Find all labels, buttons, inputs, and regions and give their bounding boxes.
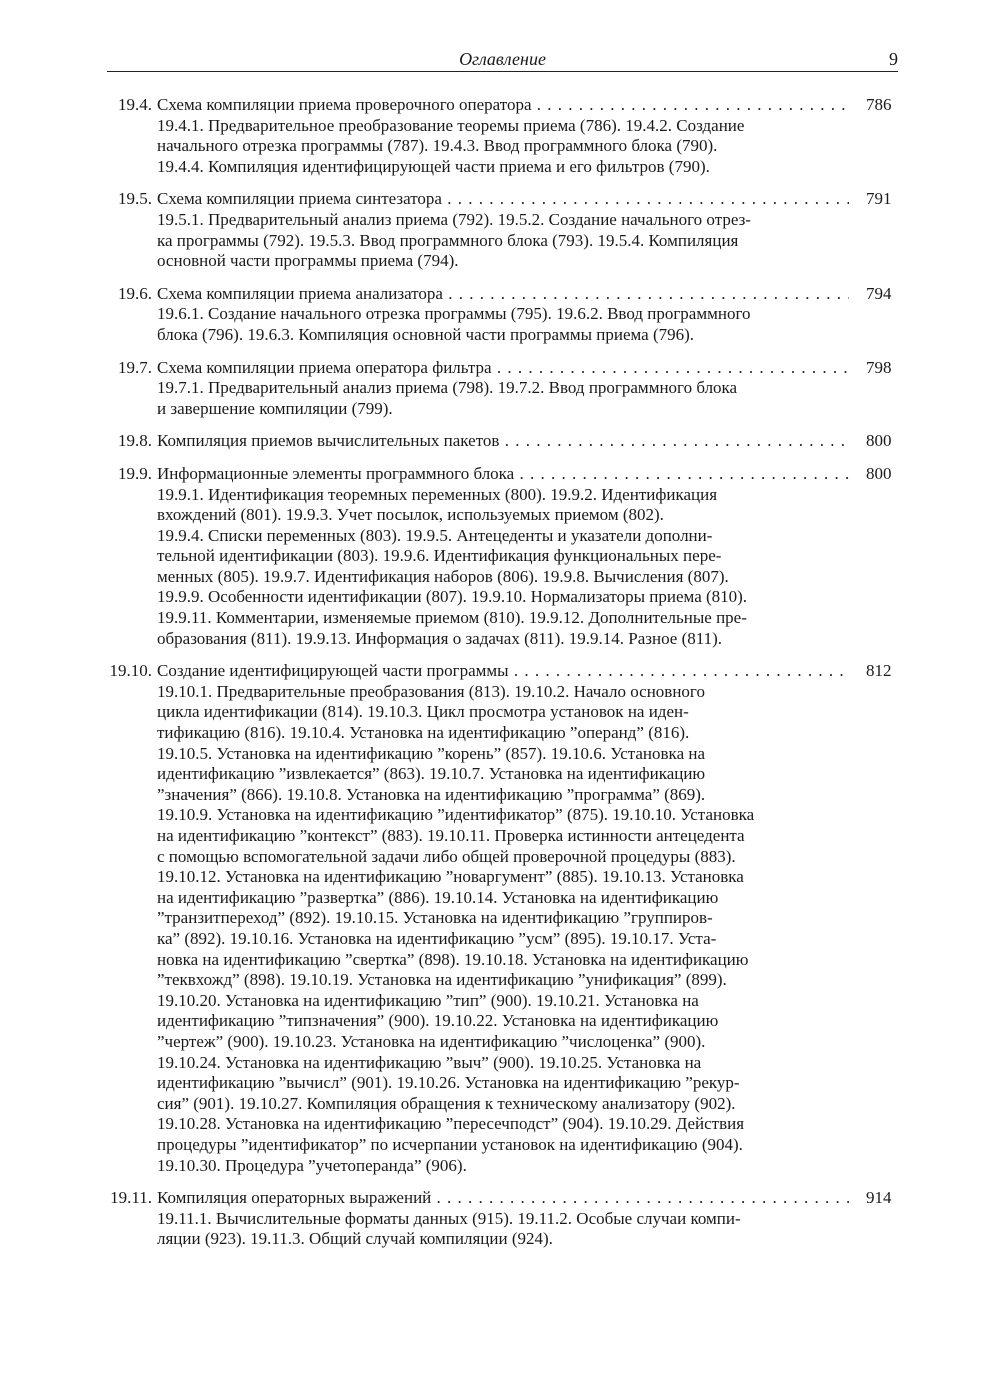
toc-entry [0,189,1005,271]
subsection-list: 19.5.1. Предварительный анализ приема (792). 19.5.2. Создание начального отрез- ка программы (792). 19.5.3. Ввод программного блока (793). 19.5.4. Компиляция основной части программы приема (794). [157,209,751,271]
section-page: 798 [866,357,892,377]
subsection-list: 19.10.1. Предварительные преобразования (813). 19.10.2. Начало основного цикла идентификации (814). 19.10.3. Цикл просмотра установок на иден- тификацию (816). 19.10.4. Установка на идентификацию ”операнд” (816). 19.10.5. Установка на идентификацию ”корень” (857). 19.10.6. Установка на идентификацию ”извлекается” (863). 19.10.7. Установка на идентификацию ”значения” (866). 19.10.8. Установка на идентификацию ”программа” (869). 19.10.9. Установка на идентификацию ”идентификатор” (875). 19.10.10. Установка на идентификацию ”контекст” (883). 19.10.11. Проверка истинности антецедента с помощью вспомогательной задачи либо общей проверочной процедуры (883). 19.10.12. Установка на идентификацию ”новаргумент” (885). 19.10.13. Установка на идентификацию ”развертка” (886). 19.10.14. Установка на идентификацию ”транзитпереход” (892). 19.10.15. Установка на идентификацию ”группиров- ка” (892). 19.10.16. Установка на идентификацию ”усм” (895). 19.10.17. Уста- новка на идентификацию ”свертка” (898). 19.10.18. Установка на идентификацию ”теквхожд” (898). 19.10.19. Установка на идентификацию ”унификация” (899). 19.10.20. Установка на идентификацию ”тип” (900). 19.10.21. Установка на идентификацию ”типзначения” (900). 19.10.22. Установка на идентификацию ”чертеж” (900). 19.10.23. Установка на идентификацию ”числоценка” (900). 19.10.24. Установка на идентификацию ”выч” (900). 19.10.25. Установка на идентификацию ”вычисл” (901). 19.10.26. Установка на идентификацию ”рекур- сия” (901). 19.10.27. Компиляция обращения к техническому анализатору (902). 19.10.28. Установка на идентификацию ”пересечподст” (904). 19.10.29. Действия процедуры ”идентификатор” по исчерпании установок на идентификацию (904). 19.10.30. Процедура ”учетоперанда” (906). [157,681,755,1175]
section-number: 19.5. [118,189,152,209]
section-page: 914 [866,1188,892,1208]
toc-entry [0,464,1005,649]
section-number: 19.9. [118,463,152,483]
section-number: 19.6. [118,283,152,303]
section-number: 19.11. [110,1188,152,1208]
section-title[interactable]: Компиляция приемов вычислительных пакетов . . . [157,431,849,452]
subsection-list: 19.6.1. Создание начального отрезка программы (795). 19.6.2. Ввод программного блока (796). 19.6.3. Компиляция основной части программы приема (796). [157,304,751,344]
header-title: Оглавление [459,49,546,69]
section-number: 19.8. [118,431,152,451]
table-of-contents [0,95,1005,1262]
section-page: 800 [866,463,892,483]
section-title[interactable]: Компиляция операторных выражений . . . [157,1188,849,1209]
section-number: 19.10. [109,661,152,681]
section-title[interactable]: Создание идентифицирующей части программы . . . [157,661,849,682]
subsection-list: 19.7.1. Предварительный анализ приема (798). 19.7.2. Ввод программного блока и завершение компиляции (799). [157,378,738,418]
section-title[interactable]: Схема компиляции приема анализатора . . . [157,284,849,305]
subsection-list: 19.11.1. Вычислительные форматы данных (915). 19.11.2. Особые случаи компи- ляции (923). 19.11.3. Общий случай компиляции (924). [157,1208,741,1249]
running-header [107,45,898,72]
subsection-list: 19.9.1. Идентификация теоремных переменных (800). 19.9.2. Идентификация вхождений (801). 19.9.3. Учет посылок, используемых приемом (802). 19.9.4. Списки переменных (803). 19.9.5. Антецеденты и указатели дополни- тельной идентификации (803). 19.9.6. Идентификация функциональных пере- менных (805). 19.9.7. Идентификация наборов (806). 19.9.8. Вычисления (807). 19.9.9. Особенности идентификации (807). 19.9.10. Нормализаторы приема (810). 19.9.11. Комментарии, изменяемые приемом (810). 19.9.12. Дополнительные пре- образования (811). 19.9.13. Информация о задачах (811). 19.9.14. Разное (811). [157,484,748,648]
page-number: 9 [889,49,898,69]
section-page: 812 [866,661,892,681]
section-page: 786 [866,95,892,114]
toc-entry [0,95,1005,177]
toc-entry [0,284,1005,346]
section-page: 800 [866,431,892,451]
section-page: 791 [866,189,892,209]
section-title[interactable]: Схема компиляции приема проверочного оператора . . . [157,95,849,116]
section-title[interactable]: Схема компиляции приема оператора фильтра . . . [157,358,849,379]
section-title[interactable]: Схема компиляции приема синтезатора . . . [157,189,849,210]
toc-entry [0,358,1005,420]
section-number: 19.7. [118,357,152,377]
toc-entry [0,1188,1005,1250]
section-page: 794 [866,283,892,303]
toc-entry [0,661,1005,1176]
toc-entry [0,431,1005,452]
section-number: 19.4. [118,95,152,114]
subsection-list: 19.4.1. Предварительное преобразование теоремы приема (786). 19.4.2. Создание начального отрезка программы (787). 19.4.3. Ввод программного блока (790). 19.4.4. Компиляция идентифицирующей части приема и его фильтров (790). [157,115,745,176]
section-title[interactable]: Информационные элементы программного блока . . . [157,464,849,485]
